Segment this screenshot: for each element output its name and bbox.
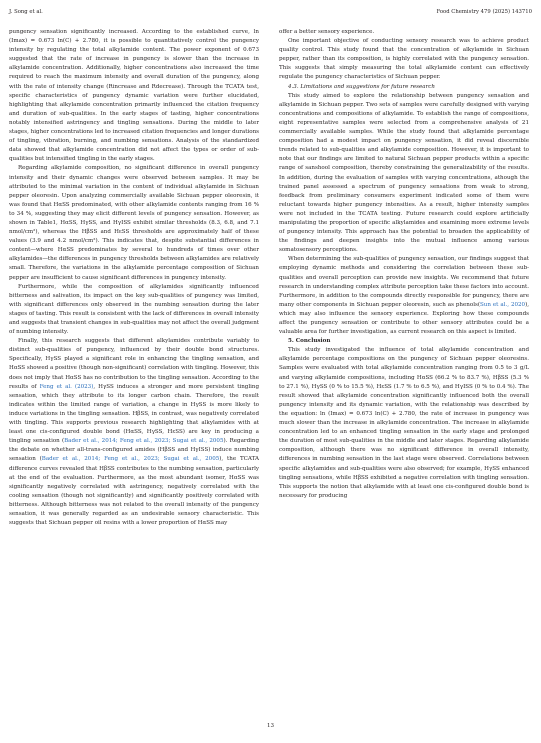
header-journal: Food Chemistry 479 (2025) 143710 <box>436 9 532 15</box>
section-heading: 4.3. Limitations and suggestions for future research <box>288 83 435 90</box>
left-column <box>9 28 259 528</box>
paragraph <box>279 255 529 337</box>
paragraph: Regarding alkylamide composition, no significant difference in overall pungency intensity and their dynamic changes were observed between samples. It may be attributed to the minimal variation in the content of individual alkylamide in Sichuan pepper oleoresin. Upon analyzing commercially available Sichuan pepper oleoresin, it was found that HαSS predominated, with other alkylamide contents ranging from 16 % to 34 %, suggesting they may elicit different levels of pungency sensation. However, as shown in Table1, HαSS, HγSS, and HγISS exhibit similar thresholds (8.3, 6.8, and 7.1 nmol/cm²), whereas the HβSS and HεSS thresholds are approximately half of these values (3.9 and 4.2 nmol/cm²). This indicates that, despite substantial differences in content—where HαSS predominates by several to hundreds of times over other alkylamides—the differences in pungency thresholds between alkylamides are relatively small. Therefore, the variations in the alkylamide percentage composition of Sichuan pepper are insufficient to cause significant differences in pungency intensity. <box>9 165 259 281</box>
citation-link[interactable]: Bader et al., 2014; Feng et al., 2023; <box>64 438 171 445</box>
paragraph-text: , HγSS induces a stronger and more persistent tingling sensation, which they attribute to its longer carbon chain. Therefore, the result indicates within the limited range of variation, a change in HγSS is more likely to induce variations in the tingling sensation. HβSS, in contrast, was negatively correlated with tingling. This supports previous research highlighting that alkylamides with at least one cis-configured double bond (HαSS, HγSS, HεSS) are key in producing a tingling sensation ( <box>9 383 260 445</box>
citation-link[interactable]: Feng et al. (2023) <box>39 383 94 390</box>
paragraph: pungency sensation significantly increased. According to the established curve, ln (Imax) = 0.673 ln(C) + 2.780, it is possible to quantitatively control the pungency intensity by regulating the total alkylamide content. The power exponent of 0.673 suggested that the rate of increase in pungency is slower than the increase in alkylamide concentration. Additionally, higher concentrations also increased the time required to reach the maximum intensity and overall duration of the pungency, along with the rate of intensity change (Rincrease and Rdecrease). Through the TCATA test, specific characteristics of pungency dynamic variation were further elucidated, highlighting that alkylamide concentration primarily influenced the citation frequency and duration of sub-qualities. In the early stages of tasting, higher concentrations notably intensified astringency and tingling sensations. During the middle to later stages, higher concentrations led to increased citation frequencies and longer durations of tingling, vibration, burning, and numbing sensations. Analysis of the standardized data showed that alkylamide concentration did not affect the types or order of sub-qualities but intensified tingling in the early stages. <box>9 29 259 163</box>
paragraph-text: Finally, this research suggests that different alkylamides contribute variably to distinct sub-qualities of pungency, influenced by their double bond structures. Specifically, HγSS played a significant role in enhancing the tingling sensation, and HαSS showed a positive (though non-significant) correlation with tingling. However, this does not imply that HαSS has no contribution to the tingling sensation. According to the results of <box>9 338 260 390</box>
right-column <box>279 28 529 501</box>
paragraph: One important objective of conducting sensory research was to achieve product quality control. This study found that the concentration of alkylamide in Sichuan pepper, rather than its composition, is highly correlated with the pungency sensation. This suggests that simply measuring the total alkylamide content can effectively regulate the pungency characteristics of Sichuan pepper. <box>279 38 529 81</box>
paragraph: This study aimed to explore the relationship between pungency sensation and alkylamide in Sichuan pepper. Two sets of samples were carefully designed with varying concentrations and compositions of alkylamide. To establish the range of compositions, eight representative samples were selected from a comprehensive analysis of 21 commercially available samples. While the study found that alkylamide percentage composition had a modest impact on pungency sensation, it did reveal discernible trends related to sub-qualities and alkylamide composition. However, it is important to note that our findings are limited to natural Sichuan pepper products within a specific range of sanshool composition, thereby constraining the generalizability of the results. In addition, during the evaluation of samples with varying concentrations, athough the trained panel assessed a spectrum of pungency sensations from weak to strong, feedback from preliminary consumers experiment indicated some of them were reluctant towards higher pungency intensities. As a result, higher intensity samples were not included in the TCATA testing. Future research could explore artificially manipulating the proportion of specific alkylamides and examining more extreme levels of pungency intensity. This approach has the potential to broaden the applicability of the findings and deepen insights into the mutual influence among various somatosensory perceptions. <box>279 92 529 254</box>
paragraph-text: When determining the sub-qualities of pungency sensation, our findings suggest that employing dynamic methods and considering the correlation between these sub-qualities and overall perception can provide new insights. We recommend that future research in understanding complex attribute perception take these factors into account. Furthermore, in addition to the compounds directly responsible for pungency, there are many other components in Sichuan pepper oleoresin, such as phenols( <box>279 256 529 308</box>
citation-link[interactable]: Bader et al., 2014; Feng et al., 2023; Sugai et al., 2005 <box>41 456 220 463</box>
paragraph-text: ), the TCATA difference curves revealed that HβSS contributes to the numbing sensation, particularly at the end of the evaluation. Furthermore, as the most abundant isomer, HαSS was significantly negatively correlated with astringency, negatively correlated with the cooling sensation (though not significantly) and significantly positively correlated with bitterness. Although bitterness was not related to the overall intensity of the pungency sensation, it was generally regarded as an undesirable sensory characteristic. This suggests that Sichuan pepper oil resins with a lower proportion of HαSS may <box>9 456 259 527</box>
citation-link[interactable]: Sugai et al., 2005 <box>172 438 224 445</box>
paragraph-text: ), which may also influence the sensory experience. Exploring how these compounds affect the pungency sensation or contribute to other sensory attributes could be a valuable area for further investigation, as current research on this aspect is limited. <box>279 301 529 336</box>
paragraph: offer a better sensory experience. <box>279 29 375 35</box>
section-heading: 5. Conclusion <box>288 338 331 345</box>
paragraph: Furthermore, while the composition of alkylamides significantly influenced bitterness and salivation, its impact on the key sub-qualities of pungency was limited, with significant differences only observed in the numbing sensation during the later stages of tasting. This result is consistent with the lack of differences in overall intensity and suggests that transient changes in sub-qualities may not affect the overall judgment of numbing intensity. <box>9 283 259 336</box>
paragraph: This study investigated the influence of total alkylamide concentration and alkylamide percentage compositions on the pungency of Sichuan pepper oleoresins. Samples were evaluated with total alkylamide concentration ranging from 0.5 to 3 g/L and varying alkylamide compositions, including HαSS (66.2 % to 83.7 %), HβSS (5.3 % to 27.1 %), HγSS (0 % to 15.5 %), HεSS (1.7 % to 6.5 %), and HγISS (0 % to 0.4 %). The result showed that alkylamide concentration significantly influenced both the overall pungency intensity and its dynamic variation, with the relationship was described by the equation: ln (Imax) = 0.673 ln(C) + 2.780, the rate of increase in pungency was much slower than the increase in alkylamide concentration. The increase in alkylamide concentration led to an enhanced tingling sensation in the early stage and prolonged the duration of most sub-qualities in the middle and later stages. Regarding alkylamide composition, although there was no significant difference in overall intensity, differences in numbing sensation in the last stage were observed. Correlations between specific alkylamides and sub-qualities were also observed; for example, HγSS enhanced tingling sensations, while HβSS exhibited a negative correlation with tingling sensation. This supports the notion that alkylamide with at least one cis-configured double bond is necessary for producing <box>279 347 529 499</box>
paragraph-text: ). Regarding the debate on whether all-trans-configured amides (HβSS and HγISS) induce numbing sensation ( <box>9 438 260 463</box>
page-number: 13 <box>267 723 274 729</box>
paragraph <box>9 337 259 528</box>
page-header <box>9 9 532 15</box>
citation-link[interactable]: Sun et al., 2020 <box>480 301 526 308</box>
header-authors: J. Song et al. <box>9 9 43 15</box>
